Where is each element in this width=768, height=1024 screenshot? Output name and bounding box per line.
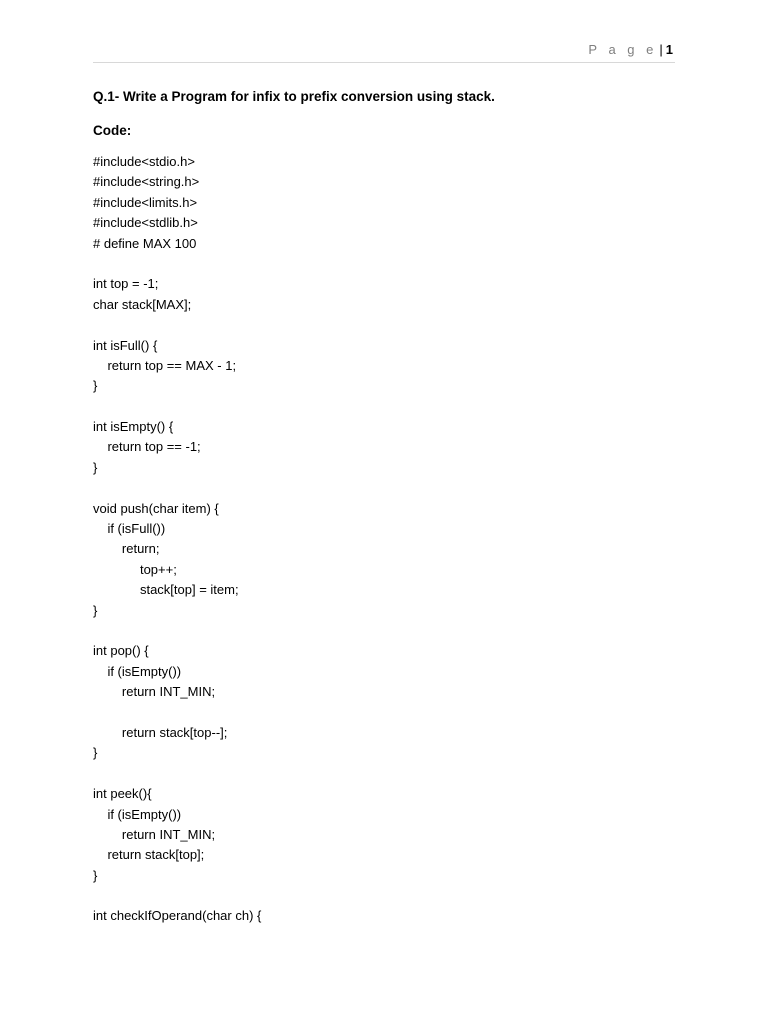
code-line: } <box>93 745 98 761</box>
code-line: int isEmpty() { <box>93 419 174 435</box>
code-line: char stack[MAX]; <box>93 296 192 312</box>
code-line: return top == MAX - 1; <box>93 357 237 373</box>
code-line <box>93 478 261 498</box>
code-line: if (isEmpty()) <box>93 663 182 679</box>
code-line: } <box>93 378 98 394</box>
code-line: int isFull() { <box>93 337 158 353</box>
code-line: int checkIfOperand(char ch) { <box>93 908 262 924</box>
page-word: P a g e <box>588 42 658 57</box>
code-line <box>93 397 261 417</box>
page-separator: | <box>659 42 663 57</box>
code-line: #include<string.h> <box>93 174 200 190</box>
question-heading: Q.1- Write a Program for infix to prefix conversion using stack. <box>93 89 495 104</box>
code-line <box>93 764 261 784</box>
code-line: # define MAX 100 <box>93 235 197 251</box>
code-line: return stack[top--]; <box>93 724 228 740</box>
code-line: void push(char item) { <box>93 500 219 516</box>
code-line: int top = -1; <box>93 276 159 292</box>
code-line: int peek(){ <box>93 786 152 802</box>
code-block <box>93 152 261 927</box>
code-line: } <box>93 459 98 475</box>
code-line: return INT_MIN; <box>93 684 216 700</box>
code-line: return; <box>93 541 160 557</box>
code-line: if (isEmpty()) <box>93 806 182 822</box>
code-line: return INT_MIN; <box>93 826 216 842</box>
code-line: #include<limits.h> <box>93 194 198 210</box>
code-line: return top == -1; <box>93 439 201 455</box>
code-label: Code: <box>93 123 132 138</box>
code-line: top++; <box>93 561 177 577</box>
code-line: #include<stdio.h> <box>93 154 195 169</box>
code-line <box>93 254 261 274</box>
code-line: int pop() { <box>93 643 149 659</box>
code-line <box>93 703 261 723</box>
code-line <box>93 886 261 906</box>
code-line: stack[top] = item; <box>93 582 239 598</box>
page-number-indicator <box>588 42 673 58</box>
code-line: #include<stdlib.h> <box>93 215 198 231</box>
code-line: if (isFull()) <box>93 521 166 537</box>
code-line: return stack[top]; <box>93 847 205 863</box>
page-number: 1 <box>665 42 673 57</box>
page-header <box>93 42 675 63</box>
code-line <box>93 621 261 641</box>
code-line: } <box>93 602 98 618</box>
code-line <box>93 315 261 335</box>
code-line: } <box>93 867 98 883</box>
